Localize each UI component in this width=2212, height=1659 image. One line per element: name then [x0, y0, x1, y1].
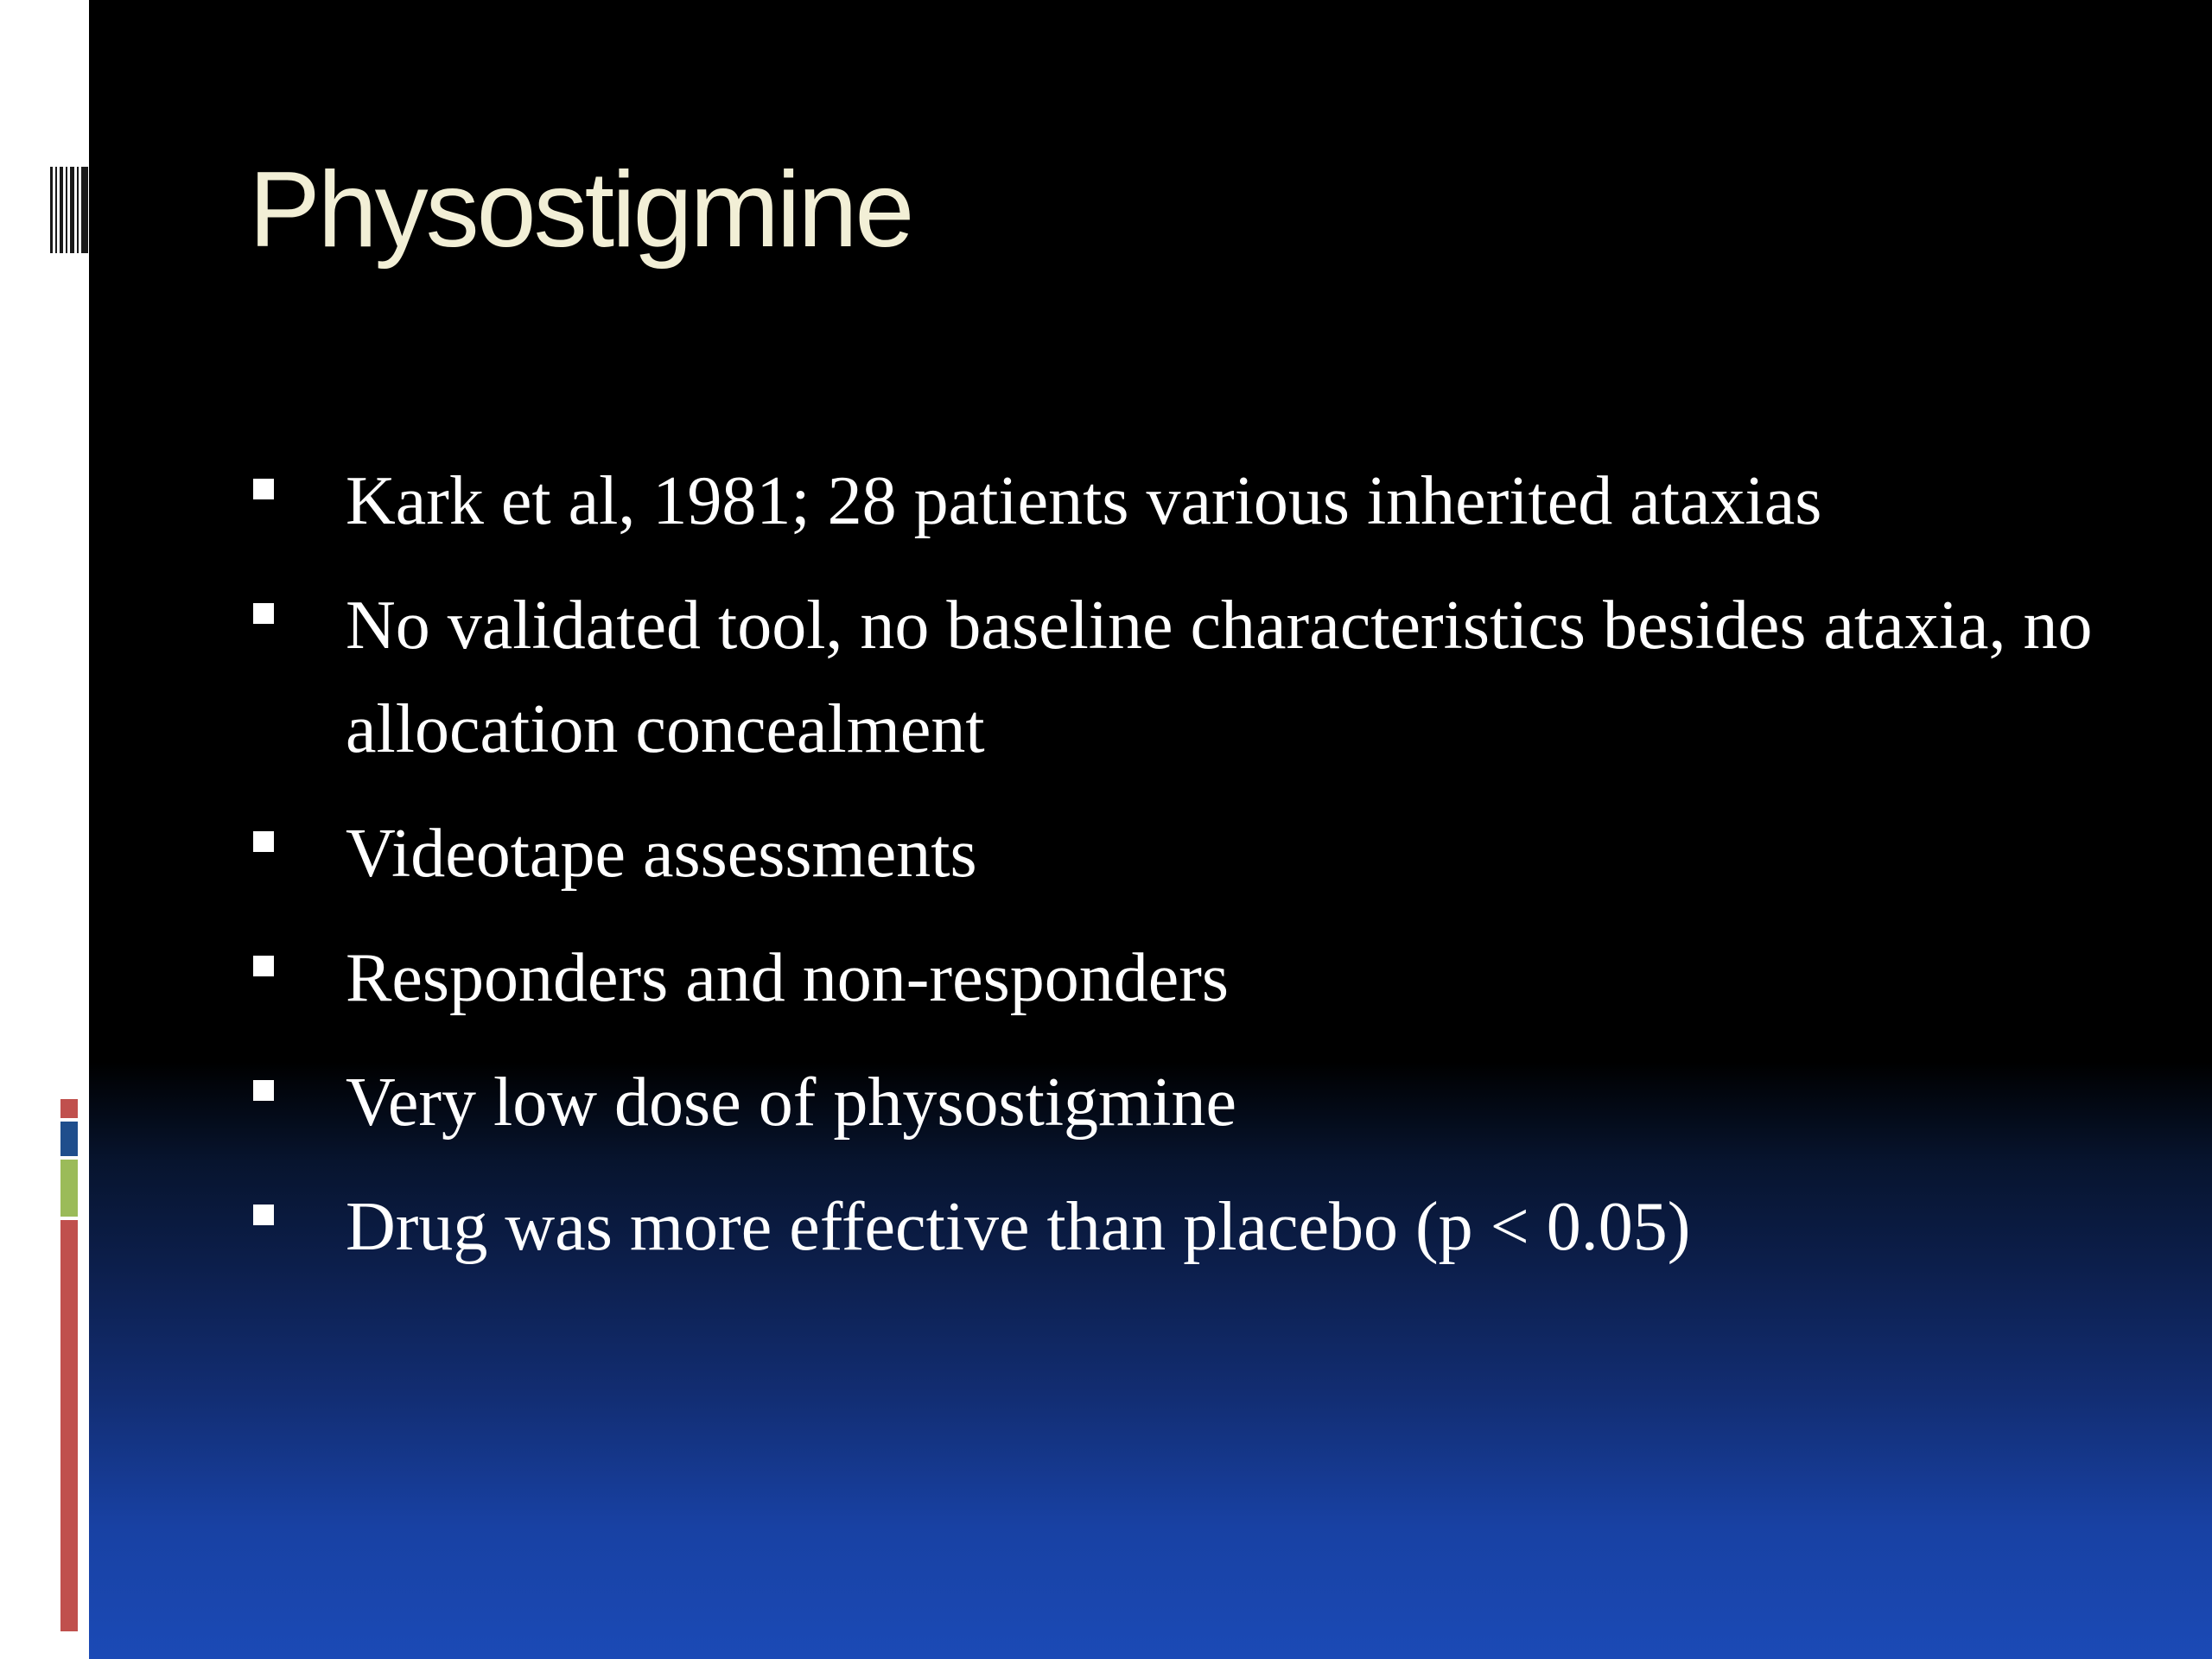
bullet-text: Very low dose of physostigmine [346, 1065, 1237, 1141]
accent-bar-red-top [60, 1099, 78, 1118]
bullet-item [249, 574, 2176, 781]
bullet-text: Videotape assessments [346, 816, 977, 892]
slide [89, 0, 2212, 1659]
square-bullet-icon [253, 956, 274, 976]
square-bullet-icon [253, 831, 274, 852]
bullet-text: Drug was more effective than placebo (p < 0.05) [346, 1189, 1691, 1265]
square-bullet-icon [253, 1205, 274, 1225]
square-bullet-icon [253, 1080, 274, 1101]
accent-bar-green [60, 1160, 78, 1217]
bullet-list [249, 449, 2176, 1300]
bullet-item [249, 449, 2176, 553]
bullet-item [249, 926, 2176, 1030]
bullet-text: Kark et al, 1981; 28 patients various inherited ataxias [346, 463, 1822, 539]
accent-bar-red [60, 1220, 78, 1631]
bullet-item [249, 1051, 2176, 1154]
bullet-text: No validated tool, no baseline characteristics besides ataxia, no allocation concealment [346, 588, 2093, 767]
square-bullet-icon [253, 479, 274, 499]
bullet-item [249, 1175, 2176, 1279]
decorative-lines [50, 167, 88, 253]
slide-title: Physostigmine [249, 150, 912, 270]
bullet-item [249, 802, 2176, 906]
square-bullet-icon [253, 603, 274, 624]
bullet-text: Responders and non-responders [346, 940, 1229, 1016]
accent-bar-blue [60, 1122, 78, 1156]
